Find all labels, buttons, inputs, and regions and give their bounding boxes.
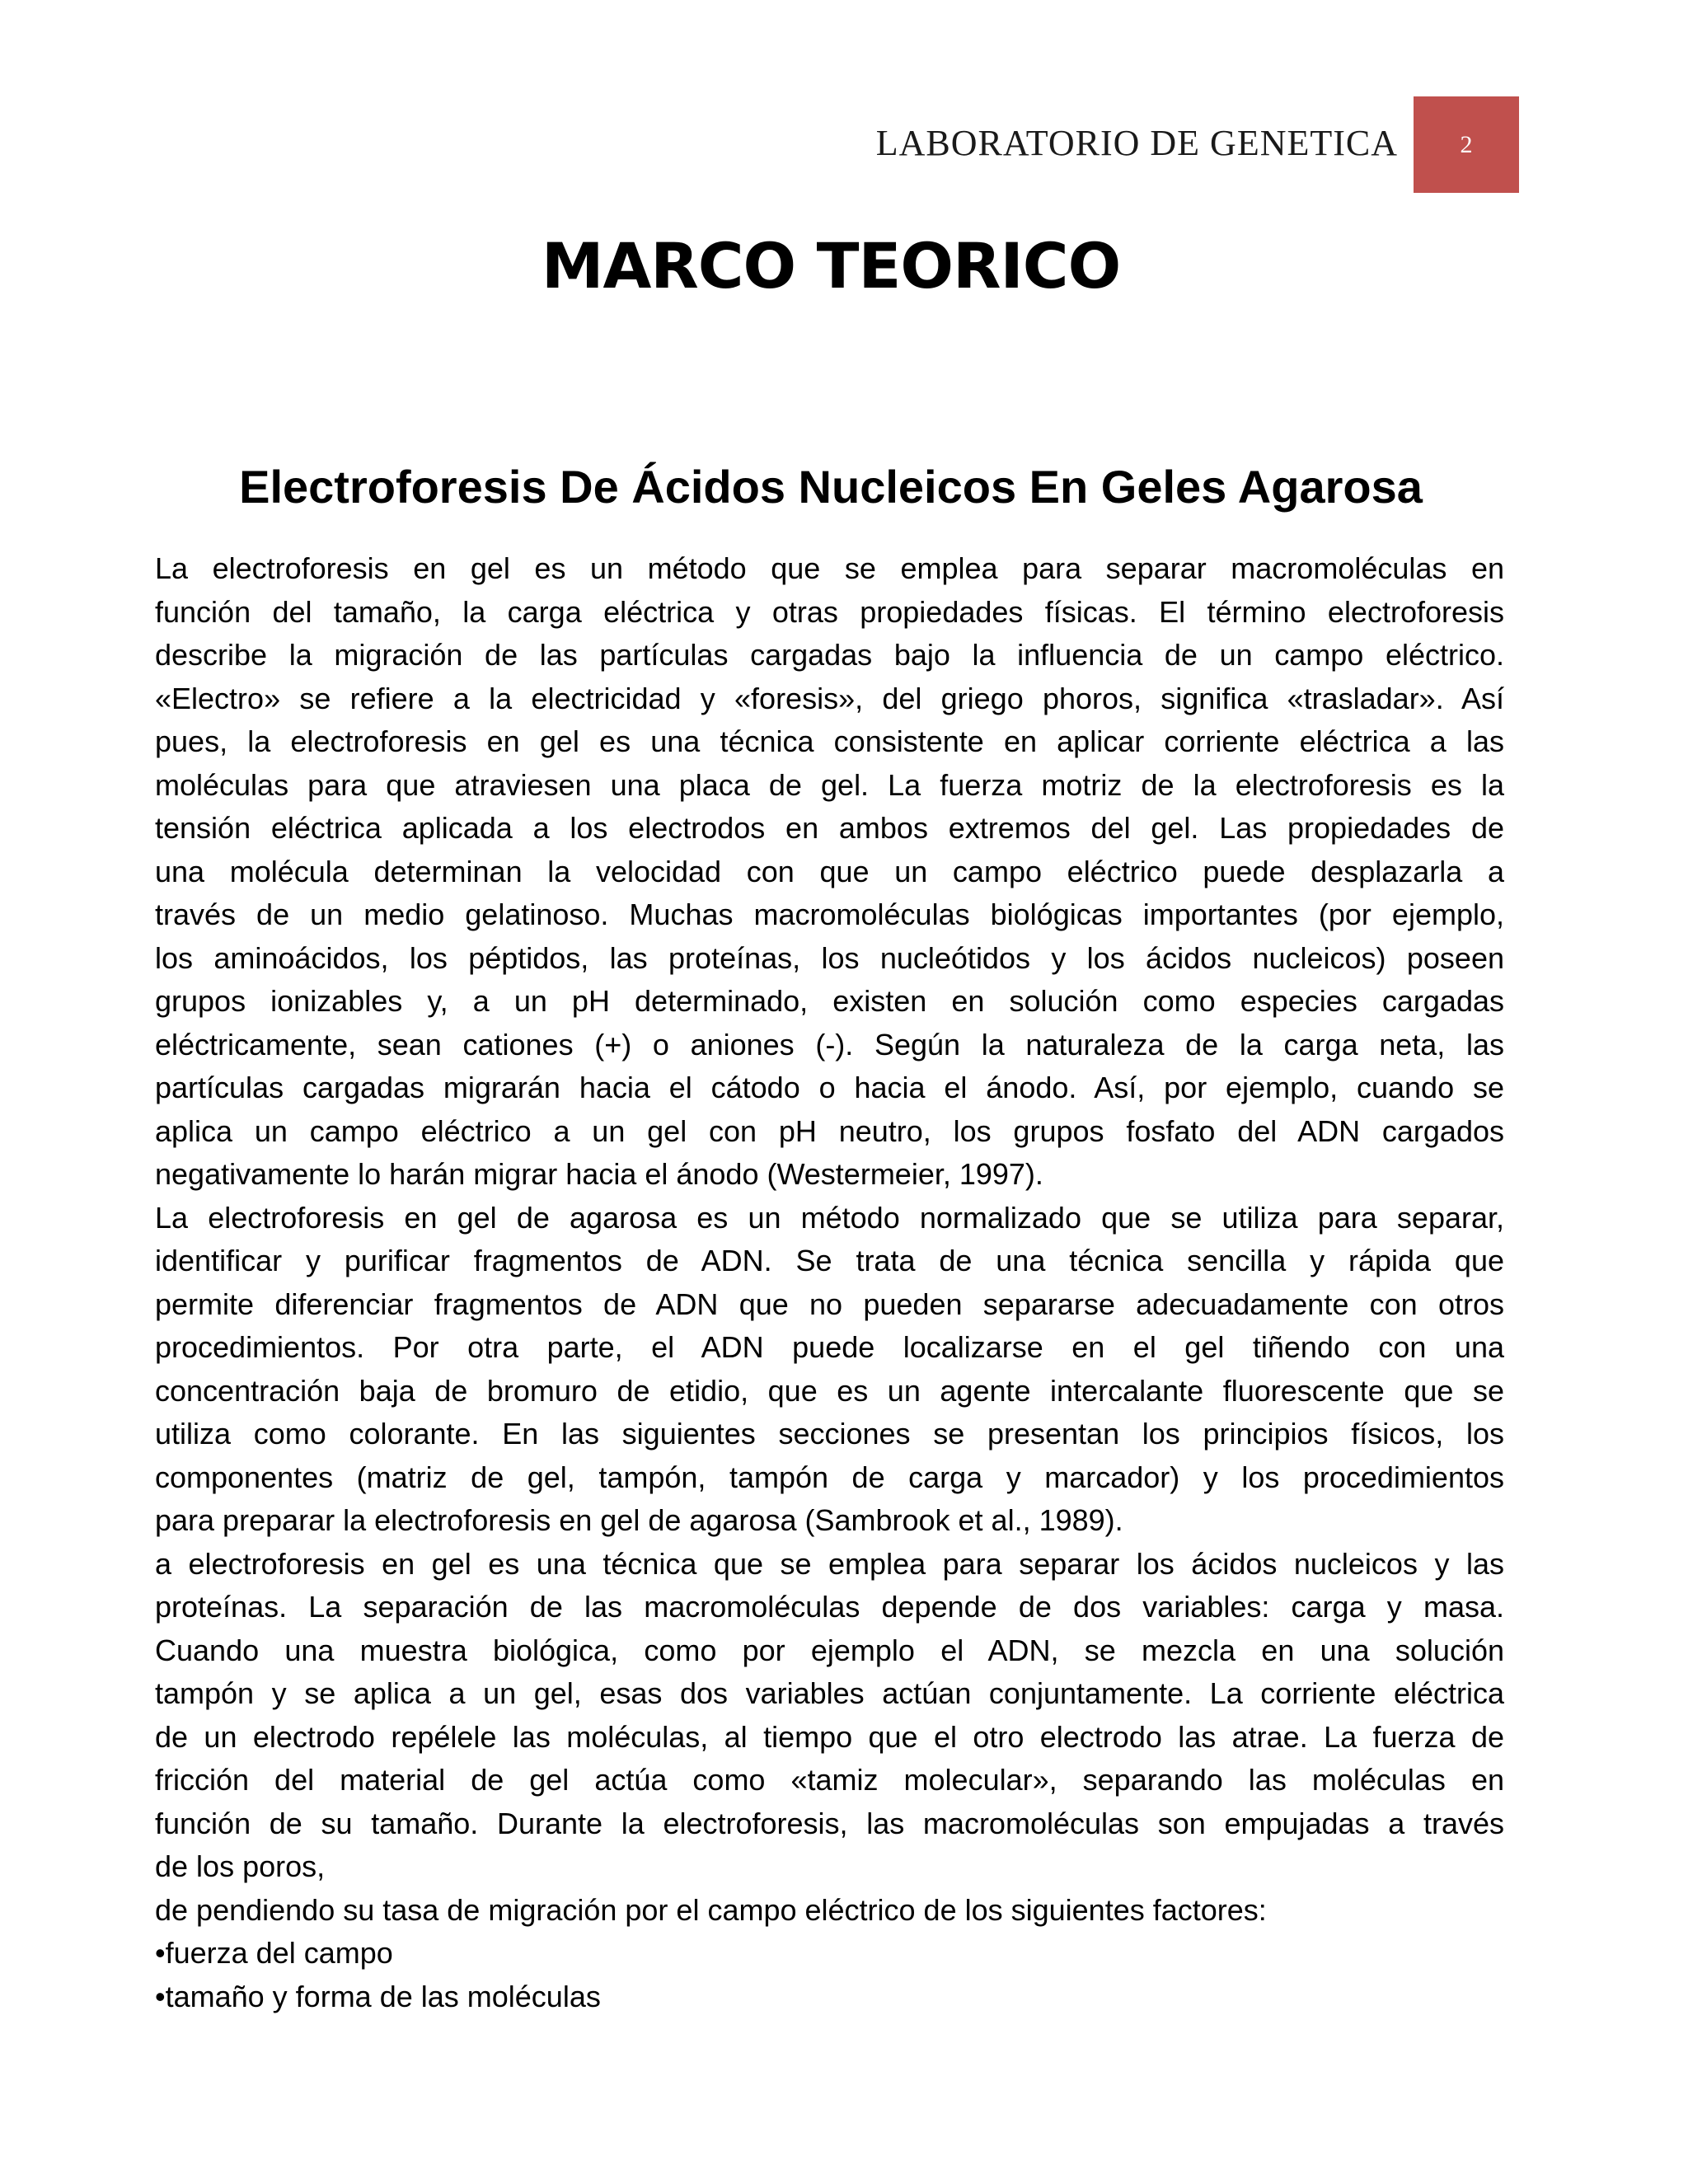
text-line: «Electro» se refiere a la electricidad y «foresis», del griego phoros, significa «trasladar». Así	[155, 681, 1504, 715]
text-line: tensión eléctrica aplicada a los electrodos en ambos extremos del gel. Las propiedades de	[155, 811, 1504, 845]
text-line: de pendiendo su tasa de migración por el campo eléctrico de los siguientes factores:	[155, 1892, 1267, 1927]
text-line: los aminoácidos, los péptidos, las proteínas, los nucleótidos y los ácidos nucleicos) poseen	[155, 940, 1504, 975]
text-line: fricción del material de gel actúa como «tamiz molecular», separando las moléculas en	[155, 1763, 1504, 1797]
text-line: procedimientos. Por otra parte, el ADN puede localizarse en el gel tiñendo con una	[155, 1330, 1504, 1364]
text-line: •fuerza del campo	[155, 1936, 393, 1970]
page-number-box	[1414, 96, 1519, 193]
page-title: MARCO TEORICO	[541, 229, 1121, 302]
text-line: moléculas para que atraviesen una placa de gel. La fuerza motriz de la electroforesis es la	[155, 767, 1504, 802]
page-number: 2	[1460, 130, 1473, 158]
text-line: para preparar la electroforesis en gel de agarosa (Sambrook et al., 1989).	[155, 1503, 1123, 1537]
text-line: negativamente lo harán migrar hacia el ánodo (Westermeier, 1997).	[155, 1157, 1043, 1191]
text-line: grupos ionizables y, a un pH determinado, existen en solución como especies cargadas	[155, 984, 1504, 1018]
section-heading: Electroforesis De Ácidos Nucleicos En Geles Agarosa	[239, 461, 1423, 513]
text-line: aplica un campo eléctrico a un gel con pH neutro, los grupos fosfato del ADN cargados	[155, 1113, 1504, 1148]
text-line: función de su tamaño. Durante la electroforesis, las macromoléculas son empujadas a través	[155, 1806, 1504, 1840]
text-line: partículas cargadas migrarán hacia el cátodo o hacia el ánodo. Así, por ejemplo, cuando se	[155, 1071, 1504, 1104]
text-line: de un electrodo repélele las moléculas, al tiempo que el otro electrodo las atrae. La fuerza de	[155, 1719, 1504, 1754]
text-line: permite diferenciar fragmentos de ADN que no pueden separarse adecuadamente con otros	[155, 1286, 1504, 1321]
text-line: a electroforesis en gel es una técnica que se emplea para separar los ácidos nucleicos y las	[155, 1546, 1504, 1581]
text-line: través de un medio gelatinoso. Muchas macromoléculas biológicas importantes (por ejemplo,	[155, 898, 1504, 931]
text-line: Cuando una muestra biológica, como por ejemplo el ADN, se mezcla en una solución	[155, 1633, 1504, 1667]
text-line: •tamaño y forma de las moléculas	[155, 1979, 601, 2013]
text-line: de los poros,	[155, 1849, 326, 1883]
text-line: describe la migración de las partículas cargadas bajo la influencia de un campo eléctrico.	[155, 638, 1504, 672]
text-line: componentes (matriz de gel, tampón, tampón de carga y marcador) y los procedimientos	[155, 1460, 1504, 1494]
text-line: pues, la electroforesis en gel es una técnica consistente en aplicar corriente eléctrica a las	[155, 724, 1504, 758]
text-line: utiliza como colorante. En las siguientes secciones se presentan los principios físicos, los	[155, 1417, 1504, 1451]
text-line: La electroforesis en gel de agarosa es un método normalizado que se utiliza para separar,	[155, 1200, 1504, 1235]
text-line: identificar y purificar fragmentos de ADN. Se trata de una técnica sencilla y rápida que	[155, 1244, 1504, 1277]
text-line: tampón y se aplica a un gel, esas dos variables actúan conjuntamente. La corriente eléctrica	[155, 1676, 1504, 1710]
text-line: proteínas. La separación de las macromoléculas depende de dos variables: carga y masa.	[155, 1590, 1504, 1624]
text-line: concentración baja de bromuro de etidio, que es un agente intercalante fluorescente que se	[155, 1373, 1504, 1408]
body-text	[155, 547, 1504, 2018]
running-header-title: LABORATORIO DE GENETICA	[875, 123, 1398, 163]
text-line: función del tamaño, la carga eléctrica y otras propiedades físicas. El término electroforesis	[155, 594, 1504, 629]
text-line: La electroforesis en gel es un método que se emplea para separar macromoléculas en	[155, 551, 1504, 585]
text-line: una molécula determinan la velocidad con que un campo eléctrico puede desplazarla a	[155, 854, 1504, 888]
text-line: eléctricamente, sean cationes (+) o aniones (-). Según la naturaleza de la carga neta, las	[155, 1027, 1504, 1062]
